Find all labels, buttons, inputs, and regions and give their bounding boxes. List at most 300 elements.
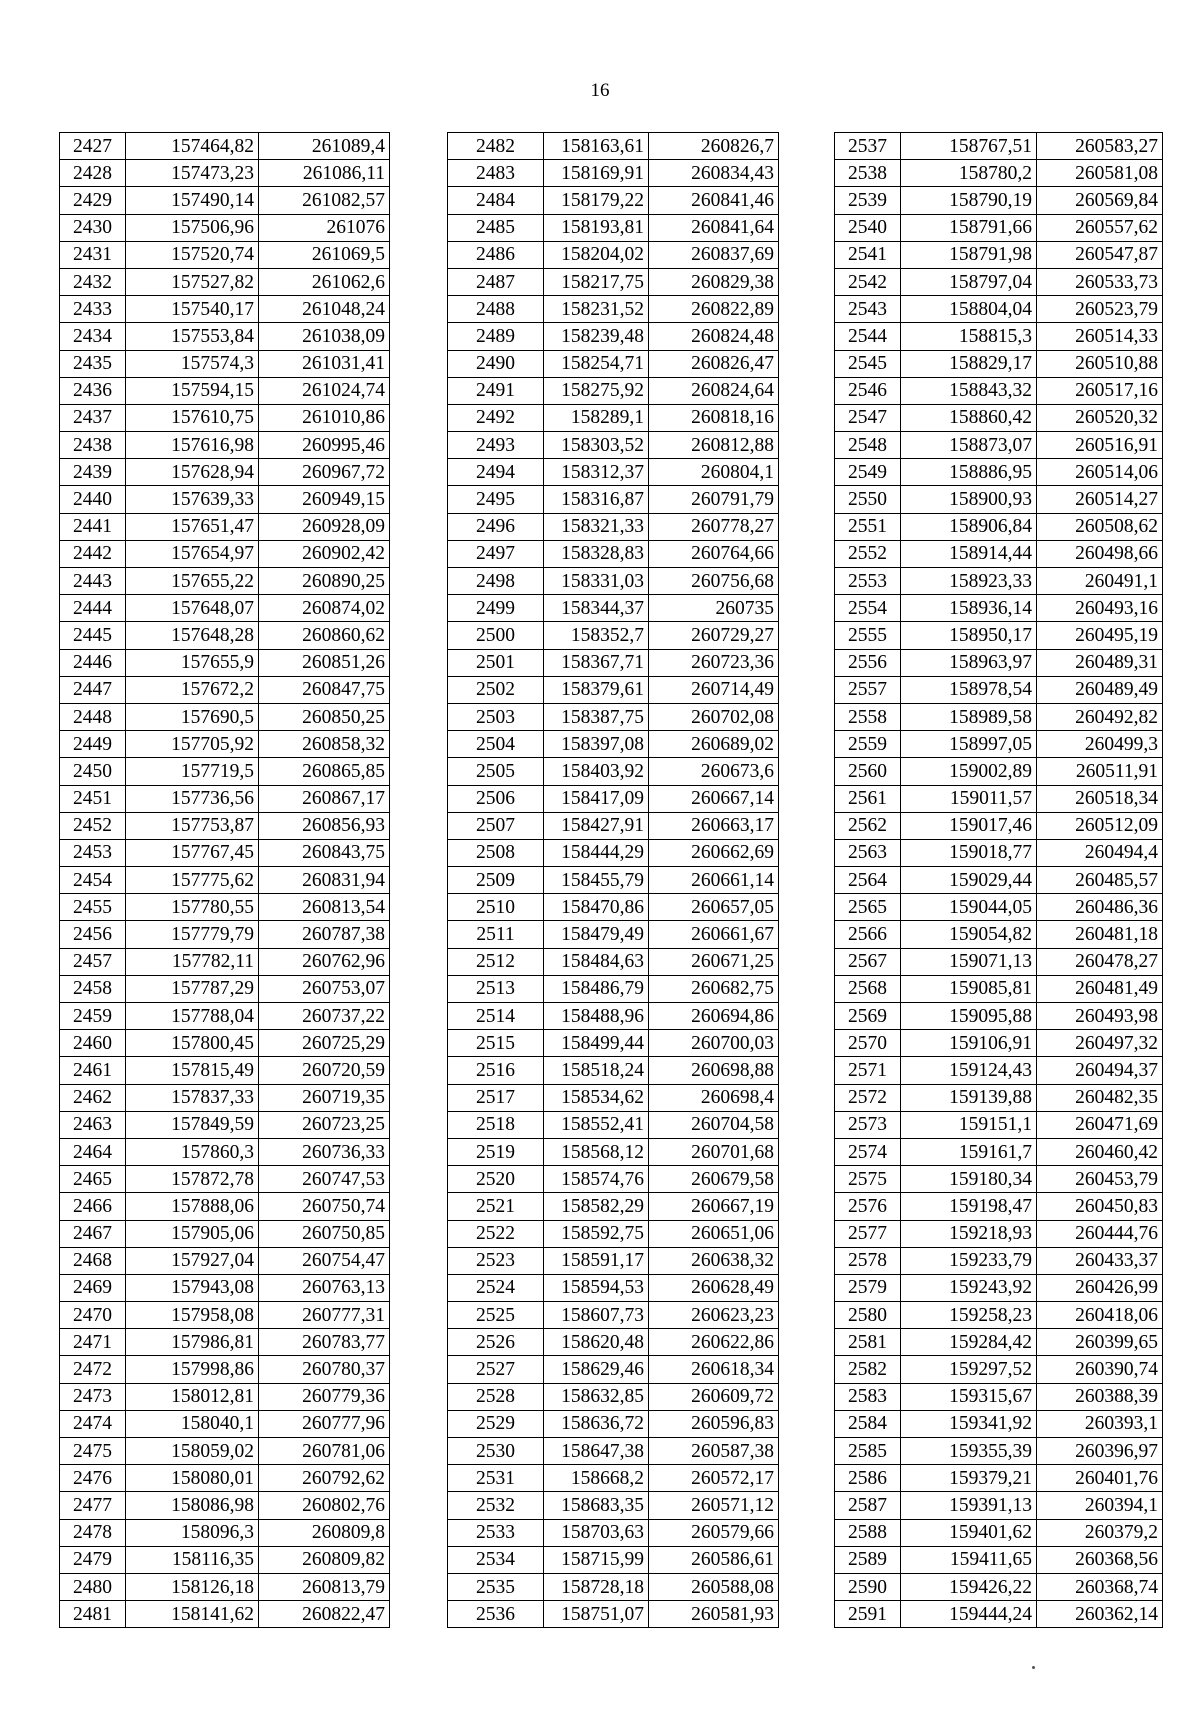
y-coordinate-cell: 260809,82 — [259, 1546, 390, 1573]
y-coordinate-cell: 260512,09 — [1037, 812, 1163, 839]
x-coordinate-cell: 158629,46 — [544, 1356, 649, 1383]
x-coordinate-cell: 158797,04 — [901, 268, 1037, 295]
point-number-cell: 2579 — [835, 1274, 901, 1301]
point-number-cell: 2560 — [835, 758, 901, 785]
x-coordinate-cell: 157610,75 — [126, 404, 259, 431]
x-coordinate-cell: 158978,54 — [901, 676, 1037, 703]
y-coordinate-cell: 260426,99 — [1037, 1274, 1163, 1301]
y-coordinate-cell: 260368,74 — [1037, 1573, 1163, 1600]
point-number-cell: 2467 — [60, 1220, 126, 1247]
point-number-cell: 2572 — [835, 1084, 901, 1111]
y-coordinate-cell: 260662,69 — [649, 839, 779, 866]
point-number-cell: 2503 — [448, 703, 544, 730]
table-row — [835, 1003, 1163, 1030]
table-row — [60, 160, 390, 187]
point-number-cell: 2499 — [448, 595, 544, 622]
point-number-cell: 2584 — [835, 1410, 901, 1437]
point-number-cell: 2500 — [448, 622, 544, 649]
table-row — [835, 1220, 1163, 1247]
y-coordinate-cell: 260516,91 — [1037, 432, 1163, 459]
y-coordinate-cell: 260623,23 — [649, 1302, 779, 1329]
table-row — [60, 1057, 390, 1084]
point-number-cell: 2438 — [60, 432, 126, 459]
table-row — [448, 1329, 779, 1356]
x-coordinate-cell: 159444,24 — [901, 1601, 1037, 1628]
x-coordinate-cell: 158900,93 — [901, 486, 1037, 513]
y-coordinate-cell: 260682,75 — [649, 975, 779, 1002]
x-coordinate-cell: 159085,81 — [901, 975, 1037, 1002]
point-number-cell: 2450 — [60, 758, 126, 785]
table-row — [448, 540, 779, 567]
point-number-cell: 2498 — [448, 568, 544, 595]
x-coordinate-cell: 158193,81 — [544, 214, 649, 241]
x-coordinate-cell: 158607,73 — [544, 1302, 649, 1329]
y-coordinate-cell: 260586,61 — [649, 1546, 779, 1573]
table-row — [448, 1410, 779, 1437]
table-row — [60, 296, 390, 323]
table-row — [448, 975, 779, 1002]
y-coordinate-cell: 261089,4 — [259, 133, 390, 160]
y-coordinate-cell: 260362,14 — [1037, 1601, 1163, 1628]
y-coordinate-cell: 260736,33 — [259, 1138, 390, 1165]
x-coordinate-cell: 157800,45 — [126, 1030, 259, 1057]
point-number-cell: 2583 — [835, 1383, 901, 1410]
x-coordinate-cell: 158455,79 — [544, 867, 649, 894]
x-coordinate-cell: 158303,52 — [544, 432, 649, 459]
x-coordinate-cell: 157527,82 — [126, 268, 259, 295]
x-coordinate-cell: 158254,71 — [544, 350, 649, 377]
point-number-cell: 2465 — [60, 1166, 126, 1193]
table-row — [448, 785, 779, 812]
y-coordinate-cell: 260482,35 — [1037, 1084, 1163, 1111]
y-coordinate-cell: 260587,38 — [649, 1438, 779, 1465]
y-coordinate-cell: 260596,83 — [649, 1410, 779, 1437]
table-row — [60, 948, 390, 975]
x-coordinate-cell: 157888,06 — [126, 1193, 259, 1220]
y-coordinate-cell: 260396,97 — [1037, 1438, 1163, 1465]
point-number-cell: 2439 — [60, 459, 126, 486]
point-number-cell: 2529 — [448, 1410, 544, 1437]
x-coordinate-cell: 158444,29 — [544, 839, 649, 866]
point-number-cell: 2533 — [448, 1519, 544, 1546]
x-coordinate-cell: 159258,23 — [901, 1302, 1037, 1329]
table-row — [835, 921, 1163, 948]
point-number-cell: 2531 — [448, 1465, 544, 1492]
table-row — [448, 404, 779, 431]
table-row — [60, 1410, 390, 1437]
y-coordinate-cell: 260673,6 — [649, 758, 779, 785]
y-coordinate-cell: 260865,85 — [259, 758, 390, 785]
point-number-cell: 2466 — [60, 1193, 126, 1220]
x-coordinate-cell: 157943,08 — [126, 1274, 259, 1301]
point-number-cell: 2428 — [60, 160, 126, 187]
table-row — [835, 1519, 1163, 1546]
y-coordinate-cell: 260780,37 — [259, 1356, 390, 1383]
x-coordinate-cell: 158780,2 — [901, 160, 1037, 187]
table-row — [448, 921, 779, 948]
table-row — [835, 432, 1163, 459]
x-coordinate-cell: 158367,71 — [544, 649, 649, 676]
table-row — [60, 1492, 390, 1519]
x-coordinate-cell: 159018,77 — [901, 839, 1037, 866]
point-number-cell: 2451 — [60, 785, 126, 812]
x-coordinate-cell: 159391,13 — [901, 1492, 1037, 1519]
point-number-cell: 2489 — [448, 323, 544, 350]
point-number-cell: 2490 — [448, 350, 544, 377]
x-coordinate-cell: 159071,13 — [901, 948, 1037, 975]
y-coordinate-cell: 260569,84 — [1037, 187, 1163, 214]
point-number-cell: 2432 — [60, 268, 126, 295]
x-coordinate-cell: 159243,92 — [901, 1274, 1037, 1301]
table-row — [835, 1030, 1163, 1057]
x-coordinate-cell: 158552,41 — [544, 1111, 649, 1138]
x-coordinate-cell: 158231,52 — [544, 296, 649, 323]
x-coordinate-cell: 159297,52 — [901, 1356, 1037, 1383]
table-row — [448, 894, 779, 921]
y-coordinate-cell: 260824,64 — [649, 377, 779, 404]
y-coordinate-cell: 260657,05 — [649, 894, 779, 921]
point-number-cell: 2457 — [60, 948, 126, 975]
x-coordinate-cell: 159139,88 — [901, 1084, 1037, 1111]
point-number-cell: 2427 — [60, 133, 126, 160]
y-coordinate-cell: 261082,57 — [259, 187, 390, 214]
point-number-cell: 2480 — [60, 1573, 126, 1600]
y-coordinate-cell: 260787,38 — [259, 921, 390, 948]
x-coordinate-cell: 158791,98 — [901, 241, 1037, 268]
x-coordinate-cell: 158141,62 — [126, 1601, 259, 1628]
table-row — [60, 703, 390, 730]
table-row — [448, 867, 779, 894]
x-coordinate-cell: 157594,15 — [126, 377, 259, 404]
y-coordinate-cell: 260750,74 — [259, 1193, 390, 1220]
point-number-cell: 2515 — [448, 1030, 544, 1057]
y-coordinate-cell: 260813,54 — [259, 894, 390, 921]
point-number-cell: 2516 — [448, 1057, 544, 1084]
table-row — [60, 459, 390, 486]
table-row — [448, 1138, 779, 1165]
x-coordinate-cell: 159233,79 — [901, 1247, 1037, 1274]
x-coordinate-cell: 157958,08 — [126, 1302, 259, 1329]
y-coordinate-cell: 260609,72 — [649, 1383, 779, 1410]
table-row — [448, 1492, 779, 1519]
point-number-cell: 2442 — [60, 540, 126, 567]
y-coordinate-cell: 260874,02 — [259, 595, 390, 622]
point-number-cell: 2580 — [835, 1302, 901, 1329]
y-coordinate-cell: 260497,32 — [1037, 1030, 1163, 1057]
table-row — [835, 595, 1163, 622]
x-coordinate-cell: 158636,72 — [544, 1410, 649, 1437]
x-coordinate-cell: 157655,22 — [126, 568, 259, 595]
y-coordinate-cell: 260824,48 — [649, 323, 779, 350]
y-coordinate-cell: 260822,47 — [259, 1601, 390, 1628]
table-row — [835, 377, 1163, 404]
point-number-cell: 2546 — [835, 377, 901, 404]
point-number-cell: 2509 — [448, 867, 544, 894]
x-coordinate-cell: 157849,59 — [126, 1111, 259, 1138]
x-coordinate-cell: 158594,53 — [544, 1274, 649, 1301]
y-coordinate-cell: 260737,22 — [259, 1003, 390, 1030]
table-row — [835, 867, 1163, 894]
y-coordinate-cell: 260847,75 — [259, 676, 390, 703]
table-row — [835, 1465, 1163, 1492]
table-row — [835, 214, 1163, 241]
point-number-cell: 2478 — [60, 1519, 126, 1546]
coordinates-table-3 — [834, 132, 1163, 1628]
y-coordinate-cell: 260756,68 — [649, 568, 779, 595]
y-coordinate-cell: 260779,36 — [259, 1383, 390, 1410]
table-row — [835, 568, 1163, 595]
table-row — [60, 1138, 390, 1165]
y-coordinate-cell: 261086,11 — [259, 160, 390, 187]
x-coordinate-cell: 157860,3 — [126, 1138, 259, 1165]
table-row — [448, 241, 779, 268]
point-number-cell: 2536 — [448, 1601, 544, 1628]
x-coordinate-cell: 158080,01 — [126, 1465, 259, 1492]
point-number-cell: 2578 — [835, 1247, 901, 1274]
x-coordinate-cell: 157574,3 — [126, 350, 259, 377]
x-coordinate-cell: 157837,33 — [126, 1084, 259, 1111]
y-coordinate-cell: 260453,79 — [1037, 1166, 1163, 1193]
point-number-cell: 2521 — [448, 1193, 544, 1220]
x-coordinate-cell: 158647,38 — [544, 1438, 649, 1465]
page-number: 16 — [590, 80, 610, 101]
table-row — [60, 1220, 390, 1247]
x-coordinate-cell: 158344,37 — [544, 595, 649, 622]
table-row — [835, 894, 1163, 921]
table-row — [60, 1193, 390, 1220]
y-coordinate-cell: 260571,12 — [649, 1492, 779, 1519]
y-coordinate-cell: 260481,18 — [1037, 921, 1163, 948]
y-coordinate-cell: 260622,86 — [649, 1329, 779, 1356]
x-coordinate-cell: 159151,1 — [901, 1111, 1037, 1138]
x-coordinate-cell: 159411,65 — [901, 1546, 1037, 1573]
y-coordinate-cell: 260967,72 — [259, 459, 390, 486]
point-number-cell: 2429 — [60, 187, 126, 214]
x-coordinate-cell: 158923,33 — [901, 568, 1037, 595]
table-row — [835, 187, 1163, 214]
y-coordinate-cell: 260729,27 — [649, 622, 779, 649]
x-coordinate-cell: 158488,96 — [544, 1003, 649, 1030]
point-number-cell: 2464 — [60, 1138, 126, 1165]
table-row — [835, 296, 1163, 323]
point-number-cell: 2540 — [835, 214, 901, 241]
point-number-cell: 2550 — [835, 486, 901, 513]
y-coordinate-cell: 260750,85 — [259, 1220, 390, 1247]
y-coordinate-cell: 260802,76 — [259, 1492, 390, 1519]
y-coordinate-cell: 260826,7 — [649, 133, 779, 160]
y-coordinate-cell: 260661,14 — [649, 867, 779, 894]
table-row — [835, 1546, 1163, 1573]
point-number-cell: 2519 — [448, 1138, 544, 1165]
table-row — [448, 1302, 779, 1329]
x-coordinate-cell: 158328,83 — [544, 540, 649, 567]
y-coordinate-cell: 260671,25 — [649, 948, 779, 975]
x-coordinate-cell: 158873,07 — [901, 432, 1037, 459]
x-coordinate-cell: 157648,07 — [126, 595, 259, 622]
y-coordinate-cell: 260679,58 — [649, 1166, 779, 1193]
table-row — [60, 839, 390, 866]
table-row — [448, 268, 779, 295]
point-number-cell: 2589 — [835, 1546, 901, 1573]
table-row — [448, 595, 779, 622]
x-coordinate-cell: 157779,79 — [126, 921, 259, 948]
x-coordinate-cell: 158767,51 — [901, 133, 1037, 160]
y-coordinate-cell: 260689,02 — [649, 731, 779, 758]
point-number-cell: 2541 — [835, 241, 901, 268]
y-coordinate-cell: 260494,37 — [1037, 1057, 1163, 1084]
y-coordinate-cell: 260777,31 — [259, 1302, 390, 1329]
table-row — [835, 785, 1163, 812]
table-row — [835, 731, 1163, 758]
table-row — [448, 513, 779, 540]
table-row — [835, 404, 1163, 431]
point-number-cell: 2444 — [60, 595, 126, 622]
x-coordinate-cell: 158012,81 — [126, 1383, 259, 1410]
point-number-cell: 2448 — [60, 703, 126, 730]
x-coordinate-cell: 158950,17 — [901, 622, 1037, 649]
table-row — [835, 1573, 1163, 1600]
y-coordinate-cell: 260493,16 — [1037, 595, 1163, 622]
y-coordinate-cell: 260995,46 — [259, 432, 390, 459]
y-coordinate-cell: 260581,93 — [649, 1601, 779, 1628]
x-coordinate-cell: 158751,07 — [544, 1601, 649, 1628]
table-row — [448, 1601, 779, 1628]
x-coordinate-cell: 157753,87 — [126, 812, 259, 839]
y-coordinate-cell: 261076 — [259, 214, 390, 241]
table-row — [448, 214, 779, 241]
y-coordinate-cell: 260822,89 — [649, 296, 779, 323]
x-coordinate-cell: 158316,87 — [544, 486, 649, 513]
x-coordinate-cell: 157639,33 — [126, 486, 259, 513]
point-number-cell: 2493 — [448, 432, 544, 459]
y-coordinate-cell: 260834,43 — [649, 160, 779, 187]
x-coordinate-cell: 158914,44 — [901, 540, 1037, 567]
x-coordinate-cell: 158275,92 — [544, 377, 649, 404]
point-number-cell: 2582 — [835, 1356, 901, 1383]
point-number-cell: 2528 — [448, 1383, 544, 1410]
x-coordinate-cell: 158486,79 — [544, 975, 649, 1002]
point-number-cell: 2456 — [60, 921, 126, 948]
point-number-cell: 2576 — [835, 1193, 901, 1220]
point-number-cell: 2549 — [835, 459, 901, 486]
point-number-cell: 2547 — [835, 404, 901, 431]
y-coordinate-cell: 260651,06 — [649, 1220, 779, 1247]
point-number-cell: 2591 — [835, 1601, 901, 1628]
point-number-cell: 2522 — [448, 1220, 544, 1247]
y-coordinate-cell: 260518,34 — [1037, 785, 1163, 812]
point-number-cell: 2561 — [835, 785, 901, 812]
point-number-cell: 2527 — [448, 1356, 544, 1383]
table-row — [60, 894, 390, 921]
x-coordinate-cell: 158591,17 — [544, 1247, 649, 1274]
point-number-cell: 2559 — [835, 731, 901, 758]
table-row — [60, 1465, 390, 1492]
table-row — [448, 731, 779, 758]
x-coordinate-cell: 157705,92 — [126, 731, 259, 758]
x-coordinate-cell: 157905,06 — [126, 1220, 259, 1247]
table-row — [448, 839, 779, 866]
table-row — [60, 268, 390, 295]
x-coordinate-cell: 157775,62 — [126, 867, 259, 894]
table-row — [448, 568, 779, 595]
x-coordinate-cell: 158331,03 — [544, 568, 649, 595]
x-coordinate-cell: 158791,66 — [901, 214, 1037, 241]
y-coordinate-cell: 260928,09 — [259, 513, 390, 540]
y-coordinate-cell: 260829,38 — [649, 268, 779, 295]
y-coordinate-cell: 260368,56 — [1037, 1546, 1163, 1573]
table-row — [448, 486, 779, 513]
point-number-cell: 2512 — [448, 948, 544, 975]
y-coordinate-cell: 260851,26 — [259, 649, 390, 676]
x-coordinate-cell: 159198,47 — [901, 1193, 1037, 1220]
table-row — [835, 350, 1163, 377]
y-coordinate-cell: 260390,74 — [1037, 1356, 1163, 1383]
point-number-cell: 2483 — [448, 160, 544, 187]
y-coordinate-cell: 260450,83 — [1037, 1193, 1163, 1220]
point-number-cell: 2517 — [448, 1084, 544, 1111]
x-coordinate-cell: 157651,47 — [126, 513, 259, 540]
point-number-cell: 2492 — [448, 404, 544, 431]
point-number-cell: 2535 — [448, 1573, 544, 1600]
point-number-cell: 2558 — [835, 703, 901, 730]
y-coordinate-cell: 260841,64 — [649, 214, 779, 241]
point-number-cell: 2441 — [60, 513, 126, 540]
x-coordinate-cell: 159401,62 — [901, 1519, 1037, 1546]
x-coordinate-cell: 157540,17 — [126, 296, 259, 323]
y-coordinate-cell: 260495,19 — [1037, 622, 1163, 649]
point-number-cell: 2473 — [60, 1383, 126, 1410]
y-coordinate-cell: 260533,73 — [1037, 268, 1163, 295]
x-coordinate-cell: 158592,75 — [544, 1220, 649, 1247]
y-coordinate-cell: 260694,86 — [649, 1003, 779, 1030]
y-coordinate-cell: 260735 — [649, 595, 779, 622]
y-coordinate-cell: 260481,49 — [1037, 975, 1163, 1002]
point-number-cell: 2495 — [448, 486, 544, 513]
y-coordinate-cell: 260762,96 — [259, 948, 390, 975]
y-coordinate-cell: 260493,98 — [1037, 1003, 1163, 1030]
y-coordinate-cell: 260792,62 — [259, 1465, 390, 1492]
point-number-cell: 2575 — [835, 1166, 901, 1193]
point-number-cell: 2452 — [60, 812, 126, 839]
y-coordinate-cell: 260523,79 — [1037, 296, 1163, 323]
point-number-cell: 2502 — [448, 676, 544, 703]
point-number-cell: 2514 — [448, 1003, 544, 1030]
y-coordinate-cell: 260485,57 — [1037, 867, 1163, 894]
x-coordinate-cell: 159426,22 — [901, 1573, 1037, 1600]
x-coordinate-cell: 158312,37 — [544, 459, 649, 486]
y-coordinate-cell: 260499,3 — [1037, 731, 1163, 758]
table-row — [835, 513, 1163, 540]
x-coordinate-cell: 159218,93 — [901, 1220, 1037, 1247]
table-row — [835, 1193, 1163, 1220]
point-number-cell: 2453 — [60, 839, 126, 866]
point-number-cell: 2569 — [835, 1003, 901, 1030]
table-row — [448, 1546, 779, 1573]
point-number-cell: 2505 — [448, 758, 544, 785]
y-coordinate-cell: 260514,27 — [1037, 486, 1163, 513]
point-number-cell: 2551 — [835, 513, 901, 540]
point-number-cell: 2459 — [60, 1003, 126, 1030]
point-number-cell: 2525 — [448, 1302, 544, 1329]
x-coordinate-cell: 158321,33 — [544, 513, 649, 540]
table-row — [60, 486, 390, 513]
x-coordinate-cell: 158703,63 — [544, 1519, 649, 1546]
point-number-cell: 2443 — [60, 568, 126, 595]
y-coordinate-cell: 260723,36 — [649, 649, 779, 676]
y-coordinate-cell: 261069,5 — [259, 241, 390, 268]
x-coordinate-cell: 158518,24 — [544, 1057, 649, 1084]
point-number-cell: 2539 — [835, 187, 901, 214]
